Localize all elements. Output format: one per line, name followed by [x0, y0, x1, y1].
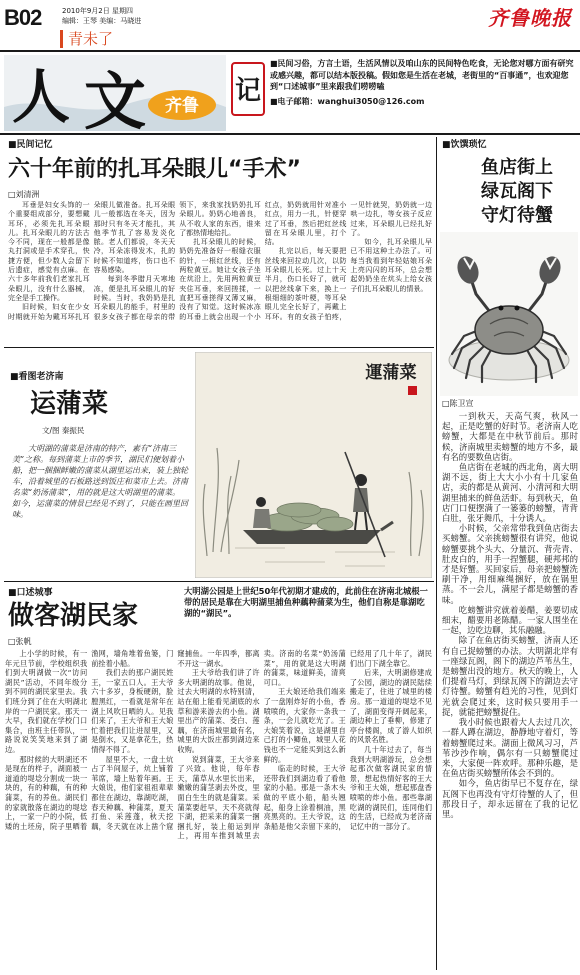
- article-author: 文/图 秦振民: [42, 426, 85, 435]
- crab-illustration: [440, 232, 578, 396]
- article-body: [8, 201, 432, 343]
- logo-char-ren: 人: [12, 63, 71, 131]
- notice-text: ■民间习俗，方言土语，生活风情以及咱山东的民间特色吃食，无论您对哪方面有研究或感兴趣，都可以结本版投稿。假如您是生活在老城，老街里的“百事通”，也欢迎您到“口述城事”里来跟我们唠唠嗑: [270, 59, 574, 91]
- paragraph: 除了在鱼店街买螃蟹，济南人还有自己捉螃蟹的办法。大明湖北岸有一座绿瓦阁，阁下的湖边芦苇丛生，是螃蟹出没的地方。秋天的晚上，人们提着马灯，到绿瓦阁下的湖边去守灯待蟹。螃蟹有趋光的习性，见到灯光就会爬过来，这时候只要用手一捉，就能把螃蟹捉住。: [442, 635, 578, 717]
- seal-stamp: [232, 63, 264, 115]
- submission-notice: [270, 58, 574, 107]
- title-line: 绿瓦阁下: [481, 181, 553, 202]
- masthead-logo: 齐鲁晚报: [488, 6, 572, 30]
- section-divider: [4, 581, 434, 582]
- paragraph: 我们去的那户湖民姓王，一家五口人。王大爷六十多岁，身板硬朗，脸膛黑红，一看就是常年在湖上风吹日晒的人。见我们来了，王大爷和王大娘忙着把我们让进屋里，又是倒水，又是拿花生，热情得不得了。: [91, 668, 174, 754]
- paragraph: 小时候，父亲常带我到鱼店街去买螃蟹。父亲挑螃蟹很有讲究，他说螃蟹要挑个头大、分量沉、背壳青、肚皮白的，用手一捏蟹腿，硬邦邦的才是好蟹。买回家后，母亲把螃蟹洗刷干净，用细麻绳捆好，放在锅里蒸。不一会儿，满屋子都是螃蟹的香味。: [442, 523, 578, 605]
- paragraph: 扎完以后，每天要把丝线来回拉动几次，以防耳朵眼儿长死。过上十天半月，伤口长好了，就可以把丝线拿下来，换上一根细细的茶叶梗，等耳朵眼儿完全长好了，再戴上耳环。有的女孩子怕疼，一见针就哭，奶奶就一边哄一边扎，等女孩子反应过来，耳朵眼儿已经扎好了。: [264, 201, 432, 321]
- painting-seal: [408, 386, 417, 395]
- article-body: [5, 649, 432, 969]
- paragraph: 说到蒲菜，王大爷来了兴致。他说，每年春天，蒲草从水里长出来，嫩嫩的蒲茎剥去外皮，里面白生生的就是蒲菜。采蒲菜要赶早，天不亮就得下湖，把采来的蒲菜一捆捆扎好，装上船运到岸上，再用车推到城里去卖。济南的名菜“奶汤蒲菜”，用的就是这大明湖的蒲菜，味道鲜美，清爽可口。: [177, 649, 346, 841]
- section-divider: [4, 347, 434, 348]
- article-title: [458, 156, 576, 228]
- section-label-oral-history: ■口述城事: [8, 588, 53, 598]
- article-author: □陈卫宣: [442, 399, 474, 408]
- issue-date: 2010年9月2日 星期四: [62, 7, 133, 15]
- article-body: 大明湖的蒲菜是济南的特产，素有“济南三美”之称。每到蒲菜上市的季节，湖民们便划着小船，把一捆捆鲜嫩的蒲菜从湖里运出来，装上独轮车，沿着城里的石板路送到饭庄和菜市上去。济南名菜“奶汤蒲菜”，用的就是这大明湖里的蒲菜。如今，运蒲菜的情景已经见不到了，只能在画里回味。: [12, 444, 188, 519]
- seal-char: 记: [234, 76, 262, 106]
- paragraph: 一到秋天，天高气爽，秋风一起，正是吃蟹的好时节。老济南人吃螃蟹，大都是在中秋节前后。那时候，济南城里卖螃蟹的地方不多，最有名的要数鱼店街。: [442, 411, 578, 462]
- paragraph: 每到冬季腊月天寒地冻，便是扎耳朵眼儿的好时候。当时，我奶奶是扎耳朵眼儿的能手，村里的很多女孩子都在母亲的带领下，来我家找奶奶扎耳朵眼儿。奶奶心地善良，从不收人家的东西，谁来了都热情地给扎。: [93, 201, 261, 321]
- paragraph: 王大爷给我们讲了许多大明湖的故事。他说，过去大明湖的水特别清，站在船上能看见湖底的水草和游来游去的小鱼。湖里出产的蒲菜、茭白、莲藕，在济南城里最有名，城里的大饭庄都到湖边来收购。: [177, 668, 260, 754]
- renwen-qilu-logo: [4, 55, 266, 131]
- article-title: 做客湖民家: [8, 601, 139, 631]
- paragraph: 吃螃蟹讲究就着姜醋，姜要切成细末，醋要用老陈醋。一家人围坐在一起，边吃边聊，其乐融融。: [442, 604, 578, 636]
- paragraph: 王大娘还给我们端来了一盘刚炸好的小鱼，香喷喷的，大家你一条我一条，一会儿就吃光了。王大娘笑着说，这是湖里自己打的小鲫鱼，城里人花钱也不一定能买到这么新鲜的。: [263, 687, 346, 764]
- header-divider: [0, 50, 580, 52]
- ink-painting: [195, 352, 432, 578]
- section-label-food-memory: ■饮馔琐忆: [442, 140, 487, 150]
- article-author: □张帆: [8, 637, 32, 646]
- painting-paper: [195, 352, 432, 578]
- title-line: 守灯待蟹: [481, 205, 553, 226]
- article-title: 运蒲菜: [30, 389, 109, 419]
- banner-divider: [0, 133, 580, 135]
- paragraph: 扎耳朵眼儿的时候，奶奶先准备好一根缝衣服的针，一根红丝线，还有两粒黄豆。她让女孩子坐在炕沿上，先用两粒黄豆夹住耳垂，来回搓揉，一直把耳垂搓得又薄又麻，没有了知觉。这时候冰冻的耳垂上就会出现一个小红点，奶奶就用针对准小红点，用力一扎，针便穿过了耳垂，然后把红丝线留在耳朵眼儿里，打个结。: [179, 201, 347, 321]
- article-title: 六十年前的扎耳朵眼儿“手术”: [8, 157, 301, 182]
- paragraph: 上小学的时候，有一年元旦节前，学校组织我们到大明湖做一次“访问湖民”活动，不同年级分到不同的湖民家里去。我们班分到了住在大明湖北岸的一户湖民家。那天一大早，我们就在学校门口集合，由班主任带队，一路说说笑笑地来到了湖边。: [5, 649, 88, 754]
- paragraph: 鱼店街在老城的西北角，离大明湖不远，街上大大小小有十几家鱼店，卖的都是从黄河、小清河和大明湖里捕来的鲜鱼活虾。每到秋天，鱼店门口便摆满了一篓篓的螃蟹，青背白肚，张牙舞爪，十分诱人。: [442, 462, 578, 524]
- contact-email: ■电子邮箱：wanghui3050@126.com: [270, 96, 425, 106]
- paragraph: 那时候的大明湖还不是现在的样子，湖面被一道道的堤埝分割成一块一块的，有的种藕，有的种蒲菜，有的养鱼。湖民们的家就散落在湖边的堤埝上，一家一户的小院，低矮的土坯房，院子里晒着渔网，墙角堆着鱼篓，门前拴着小船。: [5, 649, 174, 831]
- painting-inscription: 運蒲菜: [365, 363, 417, 383]
- paragraph: 临走的时候，王大爷还带我们到湖边看了看他家的小船。那是一条木头做的平底小船，船头翘起，船身上涂着桐油，黑亮黑亮的。王大爷说，这条船是他父亲留下来的，已经用了几十年了，湖民们出门下湖全靠它。: [263, 649, 432, 831]
- crab-eye: [499, 306, 504, 311]
- paragraph: 如今，鱼店街早已不复存在，绿瓦阁下也再没有守灯待蟹的人了，但那段日子，却永远留在了我的记忆里。: [442, 778, 578, 819]
- paragraph: 屋里不大，一盘土炕占了半间屋子，炕上铺着苇席，墙上贴着年画。王大娘说，他们家祖祖辈辈都住在湖边，靠湖吃湖，春天种藕、种蒲菜，夏天打鱼、采莲蓬，秋天挖藕，冬天就在冰上凿个窟窿捕鱼。一年四季，都离不开这一湖水。: [91, 649, 260, 831]
- paragraph: 旧时候，妇女在少女时期就开始为戴耳环扎耳朵眼儿做准备。扎耳朵眼儿一般都选在冬天，因为那时只有冬天才能扎，其他季节扎了容易发炎化脓。老人们都说，冬天天冷，耳朵冻得发木，扎的时候不知道疼，伤口也不容易感染。: [8, 201, 176, 321]
- paragraph: 如今，扎耳朵眼儿早已不用这种土办法了。可每当我看到年轻姑娘耳朵上亮闪闪的耳环，总会想起奶奶坐在炕头上给女孩子们扎耳朵眼儿的情景。: [350, 238, 432, 293]
- logo-char-wen: 文: [84, 65, 147, 131]
- paragraph: 后来，大明湖修建成了公园，湖边的湖民陆续搬走了，住进了城里的楼房。那一道道的堤埝不见了，湖面变得开阔起来，湖边种上了垂柳，修建了亭台楼阁，成了游人如织的风景名胜。: [349, 668, 432, 745]
- section-label-old-jinan: ■看图老济南: [10, 372, 64, 382]
- crab-eye: [515, 306, 520, 311]
- paragraph: 几十年过去了，每当我到大明湖游玩，总会想起那次做客湖民家的情景，想起热情好客的王大爷和王大娘，想起那盘香喷喷的炸小鱼。那些靠湖吃湖的湖民们，连同他们的生活，已经成为老济南记忆中的一部分了。: [349, 744, 432, 831]
- article-body: [442, 411, 578, 968]
- editor-credits: 编辑：王琴 美编：马晓进: [62, 17, 142, 25]
- logo-qilu-text: 齐鲁: [165, 96, 199, 116]
- page-number: B02: [4, 5, 42, 30]
- section-label-folk-memory: ■民间记忆: [8, 140, 53, 150]
- article-author: □刘清洲: [8, 190, 40, 199]
- boat-hull: [243, 530, 381, 544]
- column-name: 青未了: [60, 30, 113, 48]
- column-divider: [436, 137, 437, 970]
- title-line: 鱼店街上: [481, 157, 553, 178]
- paragraph: 耳垂是妇女头饰的一个重要组成部分，要想戴耳环，必须先扎耳朵眼儿。扎耳朵眼儿的方法古今不同，现在一般都是像丸打洞或是手术穿孔，快捷方便，但少数人会留下后遗症，感觉有点麻。在六十多年前我们老家扎耳朵眼儿，没有什么器械，完全是手工操作。: [8, 201, 90, 302]
- crab-shell: [475, 306, 543, 354]
- article-lead: 大明湖公园是上世纪50年代初期才建成的，此前住在济南北城根一带的居民是靠在大明湖里捕鱼种藕种蒲菜为生，他们自称是靠湖吃湖的“湖民”。: [184, 586, 428, 618]
- paragraph: 我小时候也跟着大人去过几次，一群人蹲在湖边，静静地守着灯，等着螃蟹爬过来。湖面上微风习习，芦苇沙沙作响，偶尔有一只螃蟹爬过来，大家便一阵欢呼。那种乐趣，是在鱼店街买螃蟹所体会不到的。: [442, 717, 578, 779]
